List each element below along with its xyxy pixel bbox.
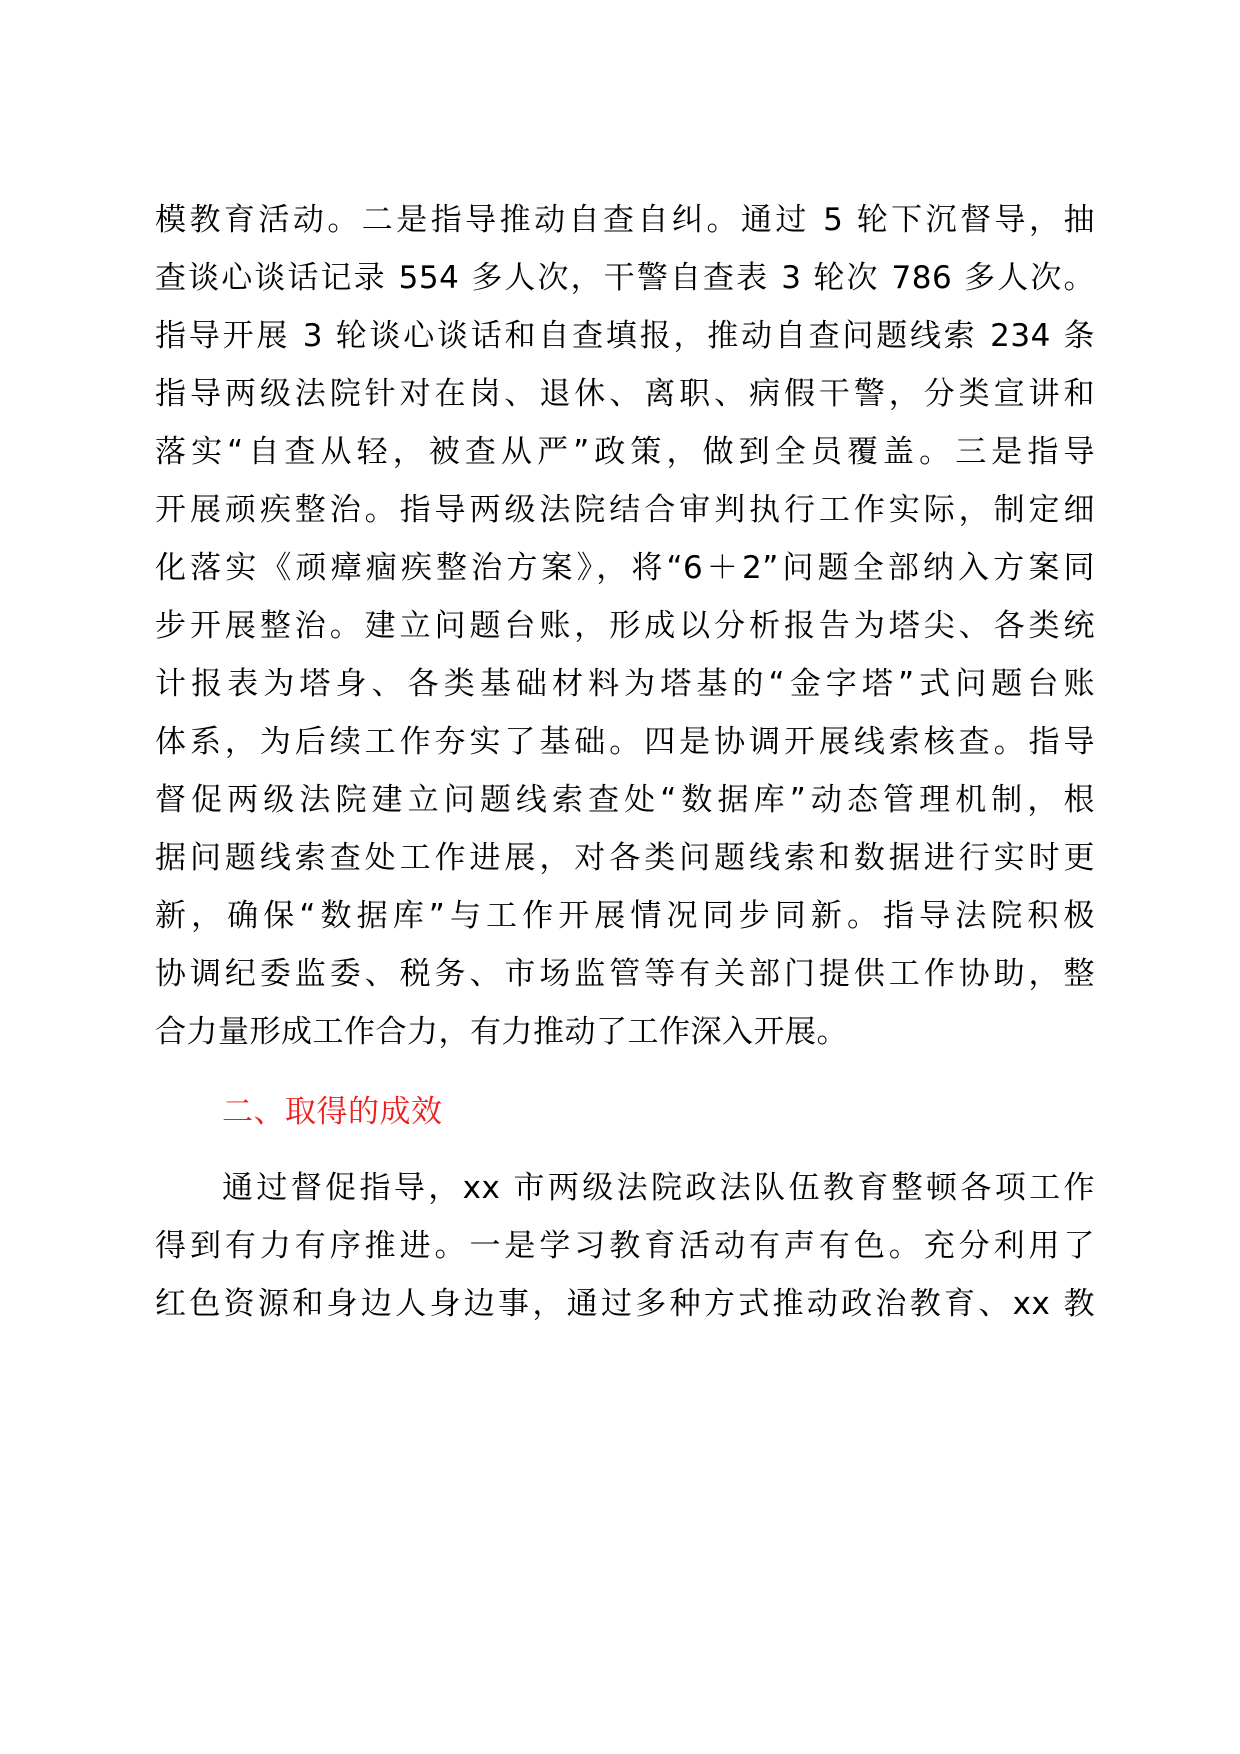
body-line: 化落实《顽瘴痼疾整治方案》，将“6＋2”问题全部纳入方案同 xyxy=(155,550,1095,586)
body-line: 开展顽疾整治。指导两级法院结合审判执行工作实际，制定细 xyxy=(155,492,1095,528)
section-heading: 二、取得的成效 xyxy=(222,1094,443,1130)
body-line: 计报表为塔身、各类基础材料为塔基的“金字塔”式问题台账 xyxy=(155,666,1095,702)
body-line: 红色资源和身边人身边事，通过多种方式推动政治教育、xx 教 xyxy=(155,1286,1095,1322)
body-line: 指导两级法院针对在岗、退休、离职、病假干警，分类宣讲和 xyxy=(155,376,1095,412)
body-line: 查谈心谈话记录 554 多人次，干警自查表 3 轮次 786 多人次。 xyxy=(155,260,1095,296)
body-line: 落实“自查从轻，被查从严”政策，做到全员覆盖。三是指导 xyxy=(155,434,1095,470)
body-line: 得到有力有序推进。一是学习教育活动有声有色。充分利用了 xyxy=(155,1228,1095,1264)
body-line-indented: 通过督促指导，xx 市两级法院政法队伍教育整顿各项工作 xyxy=(222,1170,1095,1206)
body-line-last: 合力量形成工作合力，有力推动了工作深入开展。 xyxy=(155,1014,848,1050)
body-line: 体系，为后续工作夯实了基础。四是协调开展线索核查。指导 xyxy=(155,724,1095,760)
body-line: 指导开展 3 轮谈心谈话和自查填报，推动自查问题线索 234 条 xyxy=(155,318,1095,354)
body-line: 新，确保“数据库”与工作开展情况同步同新。指导法院积极 xyxy=(155,898,1095,934)
body-line: 模教育活动。二是指导推动自查自纠。通过 5 轮下沉督导，抽 xyxy=(155,202,1095,238)
body-line: 督促两级法院建立问题线索查处“数据库”动态管理机制，根 xyxy=(155,782,1095,818)
body-line: 协调纪委监委、税务、市场监管等有关部门提供工作协助，整 xyxy=(155,956,1095,992)
body-line: 据问题线索查处工作进展，对各类问题线索和数据进行实时更 xyxy=(155,840,1095,876)
body-line: 步开展整治。建立问题台账，形成以分析报告为塔尖、各类统 xyxy=(155,608,1095,644)
